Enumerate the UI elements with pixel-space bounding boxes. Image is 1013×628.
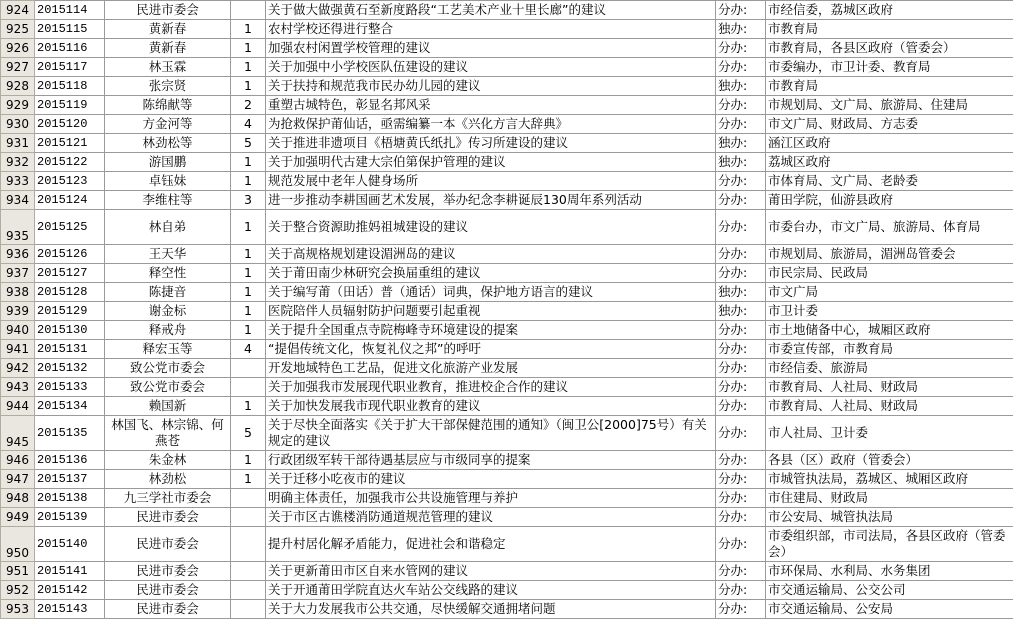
cell-handling-type[interactable]: 分办: xyxy=(716,489,766,508)
table-row xyxy=(1,581,1013,600)
cell-department[interactable]: 市规划局、旅游局，湄洲岛管委会 xyxy=(766,245,1013,264)
row-header[interactable]: 939 xyxy=(1,302,35,321)
table-row xyxy=(1,340,1013,359)
cell-proposer[interactable]: 民进市委会 xyxy=(105,562,231,581)
cell-count[interactable]: 3 xyxy=(231,191,266,210)
row-header[interactable]: 933 xyxy=(1,172,35,191)
cell-department[interactable]: 市教育局 xyxy=(766,20,1013,39)
cell-title[interactable]: 关于高规格规划建设湄洲岛的建议 xyxy=(266,245,716,264)
cell-handling-type[interactable]: 独办: xyxy=(716,20,766,39)
table-row xyxy=(1,489,1013,508)
cell-proposer[interactable]: 民进市委会 xyxy=(105,581,231,600)
cell-proposer[interactable]: 方金河等 xyxy=(105,115,231,134)
cell-handling-type[interactable]: 分办: xyxy=(716,39,766,58)
cell-count[interactable]: 1 xyxy=(231,210,266,245)
cell-count[interactable] xyxy=(231,508,266,527)
cell-count[interactable]: 1 xyxy=(231,470,266,489)
cell-proposer[interactable]: 林劲松 xyxy=(105,470,231,489)
cell-proposer[interactable]: 释宏玉等 xyxy=(105,340,231,359)
cell-proposer[interactable]: 民进市委会 xyxy=(105,600,231,619)
cell-title[interactable]: 加强农村闲置学校管理的建议 xyxy=(266,39,716,58)
row-header[interactable]: 936 xyxy=(1,245,35,264)
cell-proposal-id[interactable]: 2015123 xyxy=(35,172,105,191)
cell-handling-type[interactable]: 分办: xyxy=(716,191,766,210)
row-header[interactable]: 931 xyxy=(1,134,35,153)
cell-proposer[interactable]: 谢金标 xyxy=(105,302,231,321)
cell-count[interactable]: 1 xyxy=(231,245,266,264)
cell-department[interactable]: 市教育局、人社局、财政局 xyxy=(766,378,1013,397)
table-row xyxy=(1,58,1013,77)
cell-proposal-id[interactable]: 2015140 xyxy=(35,527,105,562)
cell-department[interactable]: 市住建局、财政局 xyxy=(766,489,1013,508)
row-header[interactable]: 928 xyxy=(1,77,35,96)
cell-handling-type[interactable]: 分办: xyxy=(716,1,766,20)
cell-count[interactable]: 5 xyxy=(231,134,266,153)
table-row xyxy=(1,451,1013,470)
cell-department[interactable]: 荔城区政府 xyxy=(766,153,1013,172)
table-row xyxy=(1,527,1013,562)
cell-handling-type[interactable]: 分办: xyxy=(716,451,766,470)
row-header[interactable]: 953 xyxy=(1,600,35,619)
cell-handling-type[interactable]: 分办: xyxy=(716,245,766,264)
row-header[interactable]: 942 xyxy=(1,359,35,378)
cell-count[interactable]: 1 xyxy=(231,153,266,172)
cell-count[interactable]: 5 xyxy=(231,416,266,451)
cell-count[interactable] xyxy=(231,527,266,562)
cell-proposal-id[interactable]: 2015130 xyxy=(35,321,105,340)
row-header[interactable]: 945 xyxy=(1,416,35,451)
cell-proposal-id[interactable]: 2015133 xyxy=(35,378,105,397)
table-row xyxy=(1,210,1013,245)
cell-department[interactable]: 市规划局、文广局、旅游局、住建局 xyxy=(766,96,1013,115)
cell-proposer[interactable]: 朱金林 xyxy=(105,451,231,470)
cell-department[interactable]: 市卫计委 xyxy=(766,302,1013,321)
cell-proposer[interactable]: 游国鹏 xyxy=(105,153,231,172)
cell-title[interactable]: 提升村居化解矛盾能力，促进社会和谐稳定 xyxy=(266,527,716,562)
cell-proposer[interactable]: 林劲松等 xyxy=(105,134,231,153)
cell-handling-type[interactable]: 分办: xyxy=(716,96,766,115)
row-header[interactable]: 930 xyxy=(1,115,35,134)
row-header[interactable]: 927 xyxy=(1,58,35,77)
cell-department[interactable]: 市土地储备中心，城厢区政府 xyxy=(766,321,1013,340)
cell-title[interactable]: 关于开通莆田学院直达火车站公交线路的建议 xyxy=(266,581,716,600)
row-header[interactable]: 950 xyxy=(1,527,35,562)
row-header[interactable]: 951 xyxy=(1,562,35,581)
cell-count[interactable]: 1 xyxy=(231,451,266,470)
cell-handling-type[interactable]: 独办: xyxy=(716,77,766,96)
cell-proposer[interactable]: 林自弟 xyxy=(105,210,231,245)
table-row xyxy=(1,416,1013,451)
cell-count[interactable]: 1 xyxy=(231,302,266,321)
table-row xyxy=(1,134,1013,153)
cell-title[interactable]: 关于做大做强黄石至新度路段“工艺美术产业十里长廊”的建议 xyxy=(266,1,716,20)
cell-proposal-id[interactable]: 2015119 xyxy=(35,96,105,115)
row-header[interactable]: 949 xyxy=(1,508,35,527)
cell-department[interactable]: 市委组织部，市司法局，各县区政府（管委会） xyxy=(766,527,1013,562)
cell-proposal-id[interactable]: 2015117 xyxy=(35,58,105,77)
cell-title[interactable]: 关于莆田南少林研究会换届重组的建议 xyxy=(266,264,716,283)
cell-proposer[interactable]: 民进市委会 xyxy=(105,508,231,527)
cell-handling-type[interactable]: 分办: xyxy=(716,527,766,562)
cell-proposal-id[interactable]: 2015115 xyxy=(35,20,105,39)
cell-handling-type[interactable]: 分办: xyxy=(716,340,766,359)
cell-proposal-id[interactable]: 2015134 xyxy=(35,397,105,416)
row-header[interactable]: 924 xyxy=(1,1,35,20)
cell-department[interactable]: 市文广局、财政局、方志委 xyxy=(766,115,1013,134)
cell-count[interactable]: 1 xyxy=(231,20,266,39)
cell-proposer[interactable]: 陈捷音 xyxy=(105,283,231,302)
cell-handling-type[interactable]: 分办: xyxy=(716,378,766,397)
cell-proposal-id[interactable]: 2015132 xyxy=(35,359,105,378)
cell-count[interactable]: 1 xyxy=(231,397,266,416)
cell-proposal-id[interactable]: 2015139 xyxy=(35,508,105,527)
cell-handling-type[interactable]: 独办: xyxy=(716,283,766,302)
cell-title[interactable]: 规范发展中老年人健身场所 xyxy=(266,172,716,191)
cell-handling-type[interactable]: 分办: xyxy=(716,508,766,527)
cell-title[interactable]: 明确主体责任，加强我市公共设施管理与养护 xyxy=(266,489,716,508)
row-header[interactable]: 943 xyxy=(1,378,35,397)
cell-proposal-id[interactable]: 2015127 xyxy=(35,264,105,283)
cell-count[interactable]: 2 xyxy=(231,96,266,115)
cell-title[interactable]: 关于加强中小学校医队伍建设的建议 xyxy=(266,58,716,77)
table-row xyxy=(1,1,1013,20)
table-row xyxy=(1,283,1013,302)
cell-count[interactable] xyxy=(231,600,266,619)
cell-title[interactable]: 开发地域特色工艺品，促进文化旅游产业发展 xyxy=(266,359,716,378)
cell-count[interactable]: 1 xyxy=(231,283,266,302)
cell-proposal-id[interactable]: 2015124 xyxy=(35,191,105,210)
table-row xyxy=(1,115,1013,134)
cell-handling-type[interactable]: 独办: xyxy=(716,153,766,172)
cell-title[interactable]: 进一步推动李耕国画艺术发展，举办纪念李耕诞辰130周年系列活动 xyxy=(266,191,716,210)
row-header[interactable]: 947 xyxy=(1,470,35,489)
row-header[interactable]: 946 xyxy=(1,451,35,470)
cell-handling-type[interactable]: 分办: xyxy=(716,397,766,416)
cell-title[interactable]: 关于整合资源助推妈祖城建设的建议 xyxy=(266,210,716,245)
table-row xyxy=(1,359,1013,378)
cell-handling-type[interactable]: 分办: xyxy=(716,321,766,340)
cell-department[interactable]: 市教育局 xyxy=(766,77,1013,96)
cell-count[interactable]: 1 xyxy=(231,264,266,283)
cell-title[interactable]: 医院陪伴人员辐射防护问题要引起重视 xyxy=(266,302,716,321)
table-row xyxy=(1,245,1013,264)
row-header[interactable]: 934 xyxy=(1,191,35,210)
spreadsheet-body xyxy=(1,1,1013,619)
cell-count[interactable]: 1 xyxy=(231,58,266,77)
table-row xyxy=(1,191,1013,210)
table-row xyxy=(1,153,1013,172)
cell-proposal-id[interactable]: 2015126 xyxy=(35,245,105,264)
cell-department[interactable]: 市经信委、旅游局 xyxy=(766,359,1013,378)
cell-title[interactable]: 关于迁移小吃夜市的建议 xyxy=(266,470,716,489)
cell-title[interactable]: 农村学校还得进行整合 xyxy=(266,20,716,39)
cell-title[interactable]: “提倡传统文化，恢复礼仪之邦”的呼吁 xyxy=(266,340,716,359)
cell-department[interactable]: 各县（区）政府（管委会） xyxy=(766,451,1013,470)
cell-count[interactable]: 1 xyxy=(231,321,266,340)
table-row xyxy=(1,77,1013,96)
cell-proposer[interactable]: 致公党市委会 xyxy=(105,378,231,397)
cell-proposal-id[interactable]: 2015129 xyxy=(35,302,105,321)
cell-department[interactable]: 市城管执法局，荔城区、城厢区政府 xyxy=(766,470,1013,489)
table-row xyxy=(1,397,1013,416)
cell-proposal-id[interactable]: 2015116 xyxy=(35,39,105,58)
cell-department[interactable]: 涵江区政府 xyxy=(766,134,1013,153)
cell-proposal-id[interactable]: 2015125 xyxy=(35,210,105,245)
table-row xyxy=(1,562,1013,581)
cell-proposal-id[interactable]: 2015135 xyxy=(35,416,105,451)
cell-count[interactable]: 4 xyxy=(231,340,266,359)
cell-title[interactable]: 关于提升全国重点寺院梅峰寺环境建设的提案 xyxy=(266,321,716,340)
cell-proposer[interactable]: 释空性 xyxy=(105,264,231,283)
table-row xyxy=(1,172,1013,191)
cell-count[interactable] xyxy=(231,378,266,397)
cell-count[interactable] xyxy=(231,359,266,378)
table-row xyxy=(1,470,1013,489)
cell-proposal-id[interactable]: 2015138 xyxy=(35,489,105,508)
cell-proposal-id[interactable]: 2015121 xyxy=(35,134,105,153)
cell-proposer[interactable]: 王天华 xyxy=(105,245,231,264)
cell-title[interactable]: 关于扶持和规范我市民办幼儿园的建议 xyxy=(266,77,716,96)
cell-count[interactable] xyxy=(231,1,266,20)
cell-title[interactable]: 关于更新莆田市区自来水管网的建议 xyxy=(266,562,716,581)
cell-proposer[interactable]: 民进市委会 xyxy=(105,1,231,20)
cell-handling-type[interactable]: 分办: xyxy=(716,562,766,581)
cell-proposal-id[interactable]: 2015120 xyxy=(35,115,105,134)
cell-count[interactable] xyxy=(231,581,266,600)
cell-handling-type[interactable]: 分办: xyxy=(716,264,766,283)
cell-proposer[interactable]: 赖国新 xyxy=(105,397,231,416)
cell-handling-type[interactable]: 分办: xyxy=(716,172,766,191)
cell-handling-type[interactable]: 分办: xyxy=(716,210,766,245)
cell-handling-type[interactable]: 分办: xyxy=(716,581,766,600)
cell-department[interactable]: 市公安局、城管执法局 xyxy=(766,508,1013,527)
cell-proposal-id[interactable]: 2015128 xyxy=(35,283,105,302)
cell-title[interactable]: 关于推进非遗项目《梧塘黄氏纸扎》传习所建设的建议 xyxy=(266,134,716,153)
cell-proposal-id[interactable]: 2015142 xyxy=(35,581,105,600)
cell-title[interactable]: 重塑古城特色，彰显名邦风采 xyxy=(266,96,716,115)
cell-count[interactable]: 1 xyxy=(231,172,266,191)
table-row xyxy=(1,20,1013,39)
cell-proposal-id[interactable]: 2015118 xyxy=(35,77,105,96)
cell-department[interactable]: 市委台办，市文广局、旅游局、体育局 xyxy=(766,210,1013,245)
cell-proposer[interactable]: 卓钰妹 xyxy=(105,172,231,191)
table-row xyxy=(1,321,1013,340)
cell-handling-type[interactable]: 独办: xyxy=(716,134,766,153)
row-header[interactable]: 948 xyxy=(1,489,35,508)
row-header[interactable]: 935 xyxy=(1,210,35,245)
table-row xyxy=(1,600,1013,619)
row-header[interactable]: 938 xyxy=(1,283,35,302)
cell-handling-type[interactable]: 分办: xyxy=(716,416,766,451)
table-row xyxy=(1,302,1013,321)
cell-title[interactable]: 关于市区古谯楼消防通道规范管理的建议 xyxy=(266,508,716,527)
row-header[interactable]: 952 xyxy=(1,581,35,600)
row-header[interactable]: 941 xyxy=(1,340,35,359)
cell-count[interactable]: 1 xyxy=(231,77,266,96)
cell-handling-type[interactable]: 分办: xyxy=(716,600,766,619)
cell-proposal-id[interactable]: 2015122 xyxy=(35,153,105,172)
cell-proposer[interactable]: 林玉霖 xyxy=(105,58,231,77)
cell-proposer[interactable]: 黄新春 xyxy=(105,20,231,39)
cell-proposal-id[interactable]: 2015114 xyxy=(35,1,105,20)
cell-department[interactable]: 市交通运输局、公交公司 xyxy=(766,581,1013,600)
cell-department[interactable]: 市民宗局、民政局 xyxy=(766,264,1013,283)
cell-proposal-id[interactable]: 2015141 xyxy=(35,562,105,581)
cell-department[interactable]: 市教育局，各县区政府（管委会） xyxy=(766,39,1013,58)
cell-handling-type[interactable]: 分办: xyxy=(716,359,766,378)
row-header[interactable]: 929 xyxy=(1,96,35,115)
cell-department[interactable]: 市体育局、文广局、老龄委 xyxy=(766,172,1013,191)
cell-title[interactable]: 关于加强我市发展现代职业教育，推进校企合作的建议 xyxy=(266,378,716,397)
cell-proposer[interactable]: 致公党市委会 xyxy=(105,359,231,378)
cell-title[interactable]: 关于加快发展我市现代职业教育的建议 xyxy=(266,397,716,416)
row-header[interactable]: 940 xyxy=(1,321,35,340)
row-header[interactable]: 932 xyxy=(1,153,35,172)
cell-department[interactable]: 市文广局 xyxy=(766,283,1013,302)
cell-handling-type[interactable]: 独办: xyxy=(716,302,766,321)
cell-proposal-id[interactable]: 2015143 xyxy=(35,600,105,619)
cell-department[interactable]: 市教育局、人社局、财政局 xyxy=(766,397,1013,416)
table-row xyxy=(1,378,1013,397)
cell-handling-type[interactable]: 分办: xyxy=(716,115,766,134)
cell-title[interactable]: 关于加强明代古建大宗伯第保护管理的建议 xyxy=(266,153,716,172)
cell-proposer[interactable]: 林国飞、林宗锦、何燕苍 xyxy=(105,416,231,451)
cell-title[interactable]: 关于编写莆（田话）普（通话）词典，保护地方语言的建议 xyxy=(266,283,716,302)
cell-title[interactable]: 关于尽快全面落实《关于扩大干部保健范围的通知》（闽卫公[2000]75号）有关规定的建议 xyxy=(266,416,716,451)
cell-title[interactable]: 关于大力发展我市公共交通，尽快缓解交通拥堵问题 xyxy=(266,600,716,619)
row-header[interactable]: 925 xyxy=(1,20,35,39)
cell-proposer[interactable]: 李维柱等 xyxy=(105,191,231,210)
cell-department[interactable]: 市交通运输局、公安局 xyxy=(766,600,1013,619)
cell-department[interactable]: 市人社局、卫计委 xyxy=(766,416,1013,451)
cell-department[interactable]: 市委宣传部，市教育局 xyxy=(766,340,1013,359)
cell-proposer[interactable]: 黄新春 xyxy=(105,39,231,58)
table-row xyxy=(1,264,1013,283)
cell-proposer[interactable]: 释戒舟 xyxy=(105,321,231,340)
cell-proposal-id[interactable]: 2015136 xyxy=(35,451,105,470)
table-row xyxy=(1,508,1013,527)
cell-department[interactable]: 市委编办，市卫计委、教育局 xyxy=(766,58,1013,77)
cell-handling-type[interactable]: 分办: xyxy=(716,470,766,489)
cell-department[interactable]: 市环保局、水利局、水务集团 xyxy=(766,562,1013,581)
cell-count[interactable]: 4 xyxy=(231,115,266,134)
row-header[interactable]: 944 xyxy=(1,397,35,416)
cell-proposer[interactable]: 张宗贤 xyxy=(105,77,231,96)
cell-proposer[interactable]: 民进市委会 xyxy=(105,527,231,562)
cell-count[interactable] xyxy=(231,562,266,581)
table-row xyxy=(1,96,1013,115)
cell-title[interactable]: 为抢救保护莆仙话，亟需编纂一本《兴化方言大辞典》 xyxy=(266,115,716,134)
row-header[interactable]: 926 xyxy=(1,39,35,58)
cell-count[interactable] xyxy=(231,489,266,508)
cell-title[interactable]: 行政团级军转干部待遇基层应与市级同享的提案 xyxy=(266,451,716,470)
row-header[interactable]: 937 xyxy=(1,264,35,283)
cell-department[interactable]: 莆田学院，仙游县政府 xyxy=(766,191,1013,210)
cell-department[interactable]: 市经信委，荔城区政府 xyxy=(766,1,1013,20)
cell-handling-type[interactable]: 分办: xyxy=(716,58,766,77)
cell-proposer[interactable]: 九三学社市委会 xyxy=(105,489,231,508)
cell-proposal-id[interactable]: 2015131 xyxy=(35,340,105,359)
cell-count[interactable]: 1 xyxy=(231,39,266,58)
table-row xyxy=(1,39,1013,58)
cell-proposal-id[interactable]: 2015137 xyxy=(35,470,105,489)
cell-proposer[interactable]: 陈绵献等 xyxy=(105,96,231,115)
